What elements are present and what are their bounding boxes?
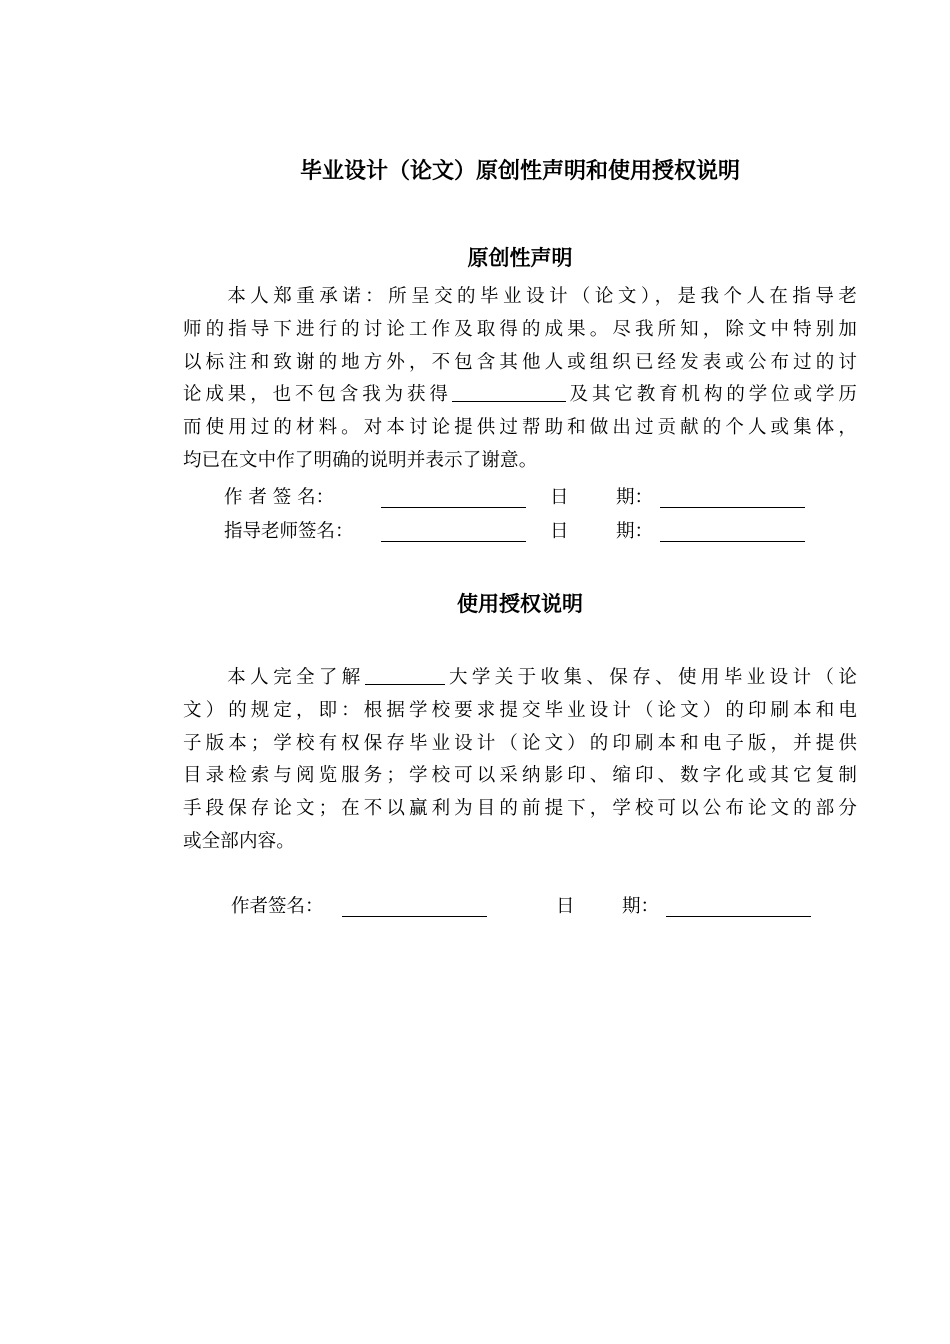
originality-line-5: 而使用过的材料。对本讨论提供过帮助和做出过贡献的个人或集体，	[183, 417, 857, 439]
authorization-statement	[183, 662, 857, 859]
advisor-date-label-period: 期：	[616, 521, 654, 542]
originality-line-1: 本人郑重承诺：所呈交的毕业设计（论文），是我个人在指导老	[223, 286, 857, 307]
university-blank[interactable]	[365, 666, 445, 685]
authorization-line-6: 或全部内容。	[183, 830, 295, 852]
author-signature-row	[0, 483, 950, 513]
authorization-line-3: 子版本；学校有权保存毕业设计（论文）的印刷本和电子版，并提供	[183, 732, 857, 754]
originality-line-4: 论成果，也不包含我为获得 及其它教育机构的学位或学历	[183, 384, 857, 406]
authorization-signature-field[interactable]	[342, 915, 487, 917]
originality-line-3: 以标注和致谢的地方外，不包含其他人或组织已经发表或公布过的讨	[183, 351, 857, 373]
author-signature-label: 作 者 签 名：	[224, 487, 335, 508]
author-date-label-day: 日	[550, 487, 569, 508]
originality-statement	[183, 281, 857, 478]
author-date-field[interactable]	[660, 506, 805, 508]
authorization-date-label-day: 日	[556, 896, 575, 917]
institution-blank[interactable]	[452, 383, 566, 402]
advisor-date-field[interactable]	[660, 540, 805, 542]
advisor-signature-label: 指导老师签名：	[224, 521, 354, 542]
advisor-date-label-day: 日	[550, 521, 569, 542]
authorization-signature-label: 作者签名：	[231, 896, 324, 917]
authorization-line-2: 文）的规定，即：根据学校要求提交毕业设计（论文）的印刷本和电	[183, 699, 857, 721]
authorization-signature-row	[0, 892, 950, 922]
authorization-line-5: 手段保存论文；在不以赢利为目的前提下，学校可以公布论文的部分	[183, 798, 857, 820]
originality-line-2: 师的指导下进行的讨论工作及取得的成果。尽我所知，除文中特别加	[183, 318, 857, 340]
authorization-date-label-period: 期：	[622, 896, 660, 917]
authorization-heading: 使用授权说明	[457, 592, 583, 616]
authorization-date-field[interactable]	[666, 915, 811, 917]
advisor-signature-field[interactable]	[381, 540, 526, 542]
advisor-signature-row	[0, 517, 950, 547]
originality-heading: 原创性声明	[467, 246, 573, 270]
authorization-line-4: 目录检索与阅览服务；学校可以采纳影印、缩印、数字化或其它复制	[183, 765, 857, 787]
author-date-label-period: 期：	[616, 487, 654, 508]
authorization-line-1: 本人完全了解 大学关于收集、保存、使用毕业设计（论	[223, 667, 858, 688]
page-title: 毕业设计（论文）原创性声明和使用授权说明	[299, 159, 740, 184]
author-signature-field[interactable]	[381, 506, 526, 508]
originality-line-6: 均已在文中作了明确的说明并表示了谢意。	[183, 449, 538, 471]
